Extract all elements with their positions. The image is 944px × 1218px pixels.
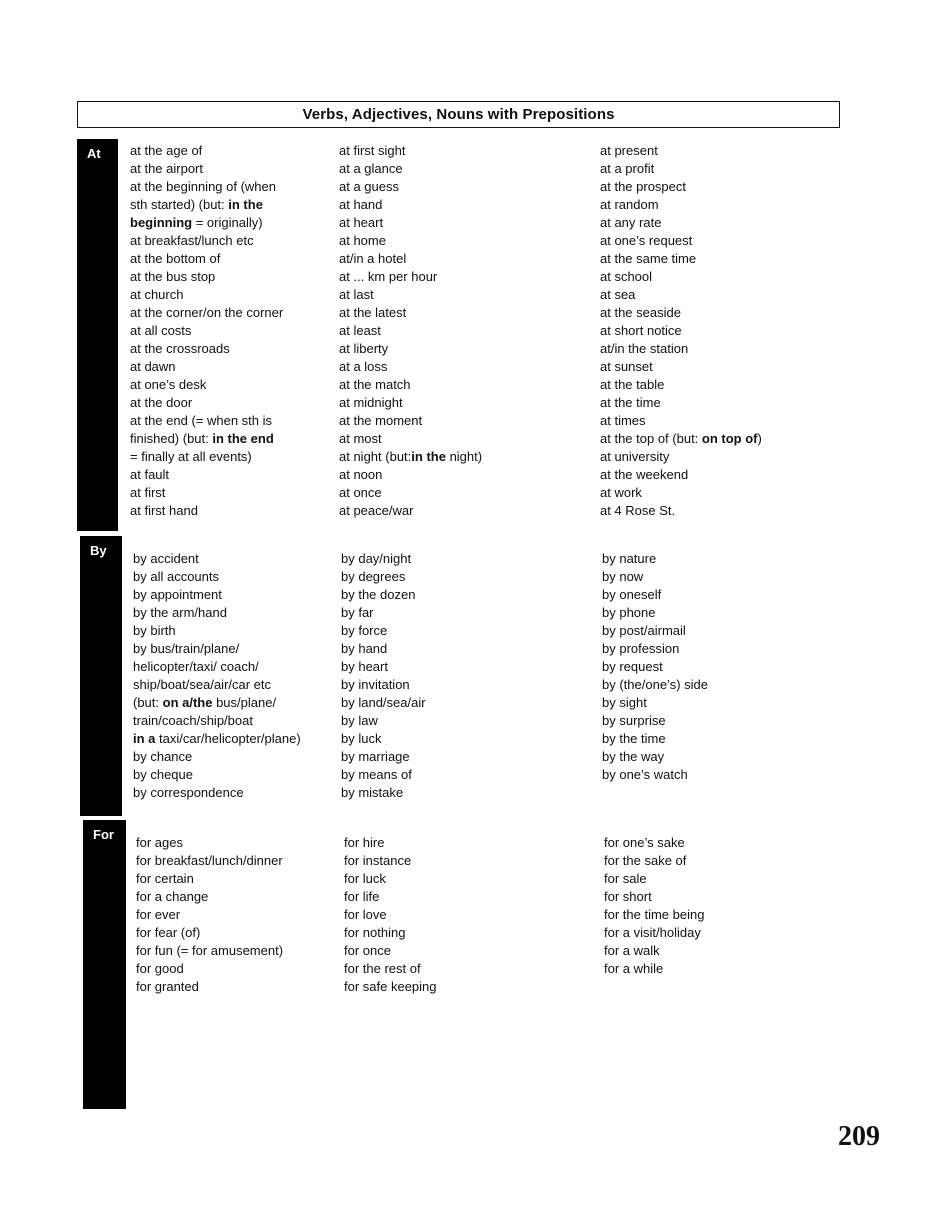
phrase-item: for ever — [136, 907, 181, 922]
phrase-item: at church — [130, 287, 184, 302]
phrase-item: by mistake — [341, 785, 404, 800]
phrase-item: for ages — [136, 835, 183, 850]
phrase-item: at peace/war — [339, 503, 414, 518]
phrase-item: by phone — [602, 605, 656, 620]
phrase-item: for a while — [604, 961, 664, 976]
phrase-item: at the time — [600, 395, 661, 410]
phrase-item: at the table — [600, 377, 665, 392]
phrase-item: at the door — [130, 395, 193, 410]
phrase-item: at random — [600, 197, 659, 212]
phrase-item: by heart — [341, 659, 388, 674]
phrase-item: by profession — [602, 641, 680, 656]
phrase-item: by force — [341, 623, 388, 638]
phrase-item: at present — [600, 143, 658, 158]
phrase-item: by surprise — [602, 713, 666, 728]
phrase-item: at work — [600, 485, 642, 500]
phrase-item: for one’s sake — [604, 835, 685, 850]
phrase-item: by the arm/hand — [133, 605, 227, 620]
phrase-item: at sea — [600, 287, 636, 302]
phrase-item: by invitation — [341, 677, 410, 692]
phrase-item: at/in the station — [600, 341, 689, 356]
phrase-item: by the dozen — [341, 587, 416, 602]
phrase-item: ship/boat/sea/air/car etc — [133, 677, 272, 692]
phrase-item: = finally at all events) — [130, 449, 252, 464]
phrase-item: at last — [339, 287, 374, 302]
at-column-3 — [600, 142, 762, 520]
phrase-item: by appointment — [133, 587, 222, 602]
phrase-item: by the time — [602, 731, 666, 746]
by-column-3 — [602, 550, 708, 784]
phrase-item: at a guess — [339, 179, 399, 194]
section-label-by: By — [90, 543, 107, 558]
phrase-item: for safe keeping — [344, 979, 437, 994]
phrase-item: at the airport — [130, 161, 203, 176]
for-column-3 — [604, 834, 704, 978]
phrase-item: at one’s desk — [130, 377, 207, 392]
phrase-item: for luck — [344, 871, 386, 886]
phrase-item: for life — [344, 889, 380, 904]
phrase-item: at heart — [339, 215, 384, 230]
phrase-item: by correspondence — [133, 785, 244, 800]
phrase-item: at ... km per hour — [339, 269, 438, 284]
phrase-item: helicopter/taxi/ coach/ — [133, 659, 259, 674]
phrase-item: by land/sea/air — [341, 695, 426, 710]
phrase-item: by chance — [133, 749, 193, 764]
phrase-item: by now — [602, 569, 644, 584]
phrase-item: at hand — [339, 197, 383, 212]
phrase-item: for nothing — [344, 925, 406, 940]
phrase-item: sth started) (but: in the — [130, 197, 263, 212]
phrase-item: at the moment — [339, 413, 423, 428]
phrase-item: finished) (but: in the end — [130, 431, 274, 446]
section-label-for: For — [93, 827, 114, 842]
phrase-item: at midnight — [339, 395, 403, 410]
for-column-2 — [344, 834, 437, 996]
phrase-item: by day/night — [341, 551, 412, 566]
phrase-item: by request — [602, 659, 663, 674]
phrase-item: at/in a hotel — [339, 251, 407, 266]
phrase-item: at all costs — [130, 323, 192, 338]
phrase-item: at night (but:in the night) — [339, 449, 483, 464]
phrase-item: for short — [604, 889, 652, 904]
phrase-item: at the top of (but: on top of) — [600, 431, 762, 446]
phrase-item: for instance — [344, 853, 412, 868]
phrase-item: at the end (= when sth is — [130, 413, 273, 428]
phrase-item: at fault — [130, 467, 170, 482]
phrase-item: at liberty — [339, 341, 389, 356]
by-column-1 — [133, 550, 301, 802]
phrase-item: for good — [136, 961, 184, 976]
phrase-item: at the age of — [130, 143, 203, 158]
phrase-item: by luck — [341, 731, 382, 746]
phrase-item: at any rate — [600, 215, 662, 230]
phrase-item: at a glance — [339, 161, 403, 176]
phrase-item: at the same time — [600, 251, 697, 266]
phrase-item: for the time being — [604, 907, 705, 922]
phrase-item: for hire — [344, 835, 385, 850]
phrase-item: by sight — [602, 695, 647, 710]
phrase-item: at the crossroads — [130, 341, 230, 356]
phrase-item: at one’s request — [600, 233, 693, 248]
phrase-item: at the corner/on the corner — [130, 305, 284, 320]
phrase-item: by post/airmail — [602, 623, 686, 638]
phrase-item: by cheque — [133, 767, 193, 782]
phrase-item: at most — [339, 431, 382, 446]
phrase-item: at first hand — [130, 503, 198, 518]
phrase-item: at first — [130, 485, 166, 500]
phrase-item: at university — [600, 449, 670, 464]
phrase-item: for a visit/holiday — [604, 925, 701, 940]
phrase-item: beginning = originally) — [130, 215, 263, 230]
phrase-item: for once — [344, 943, 391, 958]
phrase-item: at a profit — [600, 161, 655, 176]
section-tab-by — [80, 536, 122, 816]
by-column-2 — [341, 550, 426, 802]
phrase-item: for certain — [136, 871, 194, 886]
phrase-item: at times — [600, 413, 646, 428]
phrase-item: for a change — [136, 889, 209, 904]
phrase-item: for breakfast/lunch/dinner — [136, 853, 283, 868]
phrase-item: by oneself — [602, 587, 662, 602]
phrase-item: at once — [339, 485, 382, 500]
phrase-item: by nature — [602, 551, 657, 566]
phrase-item: (but: on a/the bus/plane/ — [133, 695, 277, 710]
at-column-1 — [130, 142, 283, 520]
phrase-item: by all accounts — [133, 569, 219, 584]
phrase-item: at sunset — [600, 359, 653, 374]
phrase-item: at 4 Rose St. — [600, 503, 676, 518]
phrase-item: at the bottom of — [130, 251, 221, 266]
phrase-item: at the prospect — [600, 179, 686, 194]
phrase-item: for love — [344, 907, 387, 922]
phrase-item: for fear (of) — [136, 925, 201, 940]
phrase-item: by degrees — [341, 569, 406, 584]
phrase-item: at noon — [339, 467, 383, 482]
phrase-item: for sale — [604, 871, 647, 886]
phrase-item: at the seaside — [600, 305, 681, 320]
phrase-item: at short notice — [600, 323, 682, 338]
phrase-item: for the rest of — [344, 961, 421, 976]
phrase-item: at the match — [339, 377, 411, 392]
phrase-item: at a loss — [339, 359, 388, 374]
page-number: 209 — [838, 1121, 880, 1152]
phrase-item: for the sake of — [604, 853, 687, 868]
phrase-item: at school — [600, 269, 653, 284]
phrase-item: by the way — [602, 749, 665, 764]
page-title: Verbs, Adjectives, Nouns with Prepositions — [77, 101, 840, 128]
phrase-item: by one’s watch — [602, 767, 688, 782]
section-tab-for — [83, 820, 126, 1109]
for-column-1 — [136, 834, 283, 996]
phrase-item: for fun (= for amusement) — [136, 943, 284, 958]
phrase-item: for a walk — [604, 943, 660, 958]
phrase-item: at home — [339, 233, 386, 248]
section-tab-at — [77, 139, 118, 531]
phrase-item: for granted — [136, 979, 199, 994]
phrase-item: by means of — [341, 767, 412, 782]
phrase-item: at the beginning of (when — [130, 179, 276, 194]
phrase-item: by far — [341, 605, 374, 620]
phrase-item: at the latest — [339, 305, 407, 320]
phrase-item: at breakfast/lunch etc — [130, 233, 254, 248]
section-label-at: At — [87, 146, 101, 161]
phrase-item: at first sight — [339, 143, 406, 158]
phrase-item: by law — [341, 713, 378, 728]
phrase-item: by (the/one’s) side — [602, 677, 708, 692]
phrase-item: by accident — [133, 551, 199, 566]
phrase-item: by marriage — [341, 749, 410, 764]
phrase-item: at the bus stop — [130, 269, 216, 284]
phrase-item: by birth — [133, 623, 176, 638]
at-column-2 — [339, 142, 482, 520]
phrase-item: by bus/train/plane/ — [133, 641, 240, 656]
phrase-item: at the weekend — [600, 467, 689, 482]
phrase-item: at least — [339, 323, 381, 338]
phrase-item: by hand — [341, 641, 388, 656]
phrase-item: in a taxi/car/helicopter/plane) — [133, 731, 301, 746]
phrase-item: train/coach/ship/boat — [133, 713, 253, 728]
phrase-item: at dawn — [130, 359, 176, 374]
